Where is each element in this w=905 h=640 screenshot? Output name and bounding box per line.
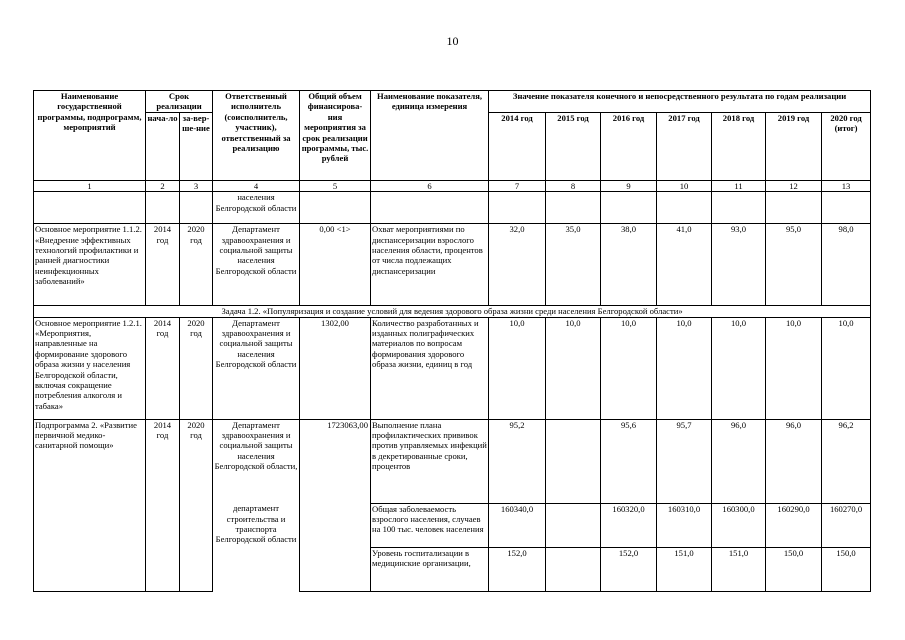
- column-number: 11: [712, 180, 766, 191]
- term-start: 2014 год: [146, 224, 180, 306]
- term-start: 2014 год: [146, 317, 180, 419]
- subprogram-name: Подпрограмма 2. «Развитие первичной медико-санитарной помощи»: [34, 419, 146, 503]
- value-2015: [546, 419, 601, 503]
- executor: Департамент здравоохранения и социальной защиты населения Белгородской области: [213, 317, 300, 419]
- header-executor: Ответственный исполнитель (соисполнитель, участник), ответственный за реализацию: [213, 91, 300, 181]
- indicator: Общая заболеваемость взрослого населения, случаев на 100 тыс. человек населения: [371, 503, 489, 547]
- column-number: 5: [300, 180, 371, 191]
- header-year-2016: 2016 год: [601, 112, 657, 180]
- value-2015: 10,0: [546, 317, 601, 419]
- value-2017: 10,0: [657, 317, 712, 419]
- value-2020: 98,0: [822, 224, 871, 306]
- row-measure-1-2-1: [34, 317, 871, 419]
- header-year-2014: 2014 год: [489, 112, 546, 180]
- value-2019: 96,0: [766, 419, 822, 503]
- value-2019: 150,0: [766, 547, 822, 591]
- term-end: 2020 год: [180, 224, 213, 306]
- task-1-2-title: Задача 1.2. «Популяризация и создание условий для ведения здорового образа жизни среди населения Белгородской области»: [34, 306, 871, 317]
- value-2014: 160340,0: [489, 503, 546, 547]
- column-number: 6: [371, 180, 489, 191]
- executor: Департамент здравоохранения и социальной защиты населения Белгородской области,: [213, 419, 300, 503]
- column-number: 7: [489, 180, 546, 191]
- executor: Департамент здравоохранения и социальной защиты населения Белгородской области: [213, 224, 300, 306]
- header-row-1: [34, 91, 871, 113]
- program-indicators-table: [33, 90, 871, 592]
- header-values-group: Значение показателя конечного и непосредственного результата по годам реализации: [489, 91, 871, 113]
- header-name: Наименование государственной программы, подпрограмм, мероприятий: [34, 91, 146, 181]
- term-start: 2014 год: [146, 419, 180, 503]
- continuation-row: [34, 192, 871, 224]
- row-subprogram-2-indicator-1: [34, 419, 871, 503]
- header-year-2018: 2018 год: [712, 112, 766, 180]
- header-term: Срок реализации: [146, 91, 213, 113]
- value-2018: 160300,0: [712, 503, 766, 547]
- column-number: 4: [213, 180, 300, 191]
- row-measure-1-1-2: [34, 224, 871, 306]
- column-numbers-row: [34, 180, 871, 191]
- value-2018: 10,0: [712, 317, 766, 419]
- value-2020: 160270,0: [822, 503, 871, 547]
- value-2015: 35,0: [546, 224, 601, 306]
- co-executor: департамент строительства и транспорта Белгородской области: [213, 503, 300, 591]
- value-2014: 32,0: [489, 224, 546, 306]
- column-number: 8: [546, 180, 601, 191]
- value-2016: 38,0: [601, 224, 657, 306]
- value-2016: 95,6: [601, 419, 657, 503]
- value-2018: 96,0: [712, 419, 766, 503]
- value-2014: 10,0: [489, 317, 546, 419]
- column-number: 10: [657, 180, 712, 191]
- value-2020: 150,0: [822, 547, 871, 591]
- program-table-sheet: [33, 90, 869, 592]
- value-2016: 152,0: [601, 547, 657, 591]
- value-2018: 93,0: [712, 224, 766, 306]
- measure-name: Основное мероприятие 1.1.2. «Внедрение эффективных технологий профилактики и ранней диагностики неинфекционных заболеваний»: [34, 224, 146, 306]
- value-2014: 95,2: [489, 419, 546, 503]
- page-number: 10: [446, 34, 459, 48]
- column-number: 1: [34, 180, 146, 191]
- value-2016: 160320,0: [601, 503, 657, 547]
- header-year-2020: 2020 год (итог): [822, 112, 871, 180]
- indicator: Количество разработанных и изданных полиграфических материалов по вопросам формирования здорового образа жизни, единиц в год: [371, 317, 489, 419]
- header-year-2017: 2017 год: [657, 112, 712, 180]
- header-term-start: нача-ло: [146, 112, 180, 180]
- value-2015: [546, 503, 601, 547]
- indicator: Уровень госпитализации в медицинские организации,: [371, 547, 489, 591]
- value-2016: 10,0: [601, 317, 657, 419]
- value-2015: [546, 547, 601, 591]
- task-row: [34, 306, 871, 317]
- column-number: 3: [180, 180, 213, 191]
- financing: 0,00 <1>: [300, 224, 371, 306]
- row-subprogram-2-indicator-3: [34, 547, 871, 591]
- column-number: 12: [766, 180, 822, 191]
- value-2017: 41,0: [657, 224, 712, 306]
- value-2019: 95,0: [766, 224, 822, 306]
- value-2020: 96,2: [822, 419, 871, 503]
- value-2017: 95,7: [657, 419, 712, 503]
- financing: 1302,00: [300, 317, 371, 419]
- measure-name: Основное мероприятие 1.2.1. «Мероприятия, направленные на формирование здорового образа жизни у населения Белгородской области, включая сокращение потребления алкоголя и табака»: [34, 317, 146, 419]
- header-indicator: Наименование показателя, единица измерения: [371, 91, 489, 181]
- value-2014: 152,0: [489, 547, 546, 591]
- value-2018: 151,0: [712, 547, 766, 591]
- indicator: Выполнение плана профилактических прививок против управляемых инфекций в декретированные сроки, процентов: [371, 419, 489, 503]
- column-number: 2: [146, 180, 180, 191]
- value-2017: 151,0: [657, 547, 712, 591]
- value-2019: 160290,0: [766, 503, 822, 547]
- value-2020: 10,0: [822, 317, 871, 419]
- continuation-executor: населения Белгородской области: [213, 192, 300, 224]
- financing: 1723063,00: [300, 419, 371, 503]
- column-number: 13: [822, 180, 871, 191]
- term-end: 2020 год: [180, 317, 213, 419]
- header-financing: Общий объем финансирова-ния мероприятия за срок реализации программы, тыс. рублей: [300, 91, 371, 181]
- indicator: Охват мероприятиями по диспансеризации взрослого населения области, процентов от числа подлежащих диспансеризации: [371, 224, 489, 306]
- value-2019: 10,0: [766, 317, 822, 419]
- header-year-2015: 2015 год: [546, 112, 601, 180]
- header-year-2019: 2019 год: [766, 112, 822, 180]
- header-term-end: за-вер-ше-ние: [180, 112, 213, 180]
- column-number: 9: [601, 180, 657, 191]
- row-subprogram-2-indicator-2: [34, 503, 871, 547]
- value-2017: 160310,0: [657, 503, 712, 547]
- term-end: 2020 год: [180, 419, 213, 503]
